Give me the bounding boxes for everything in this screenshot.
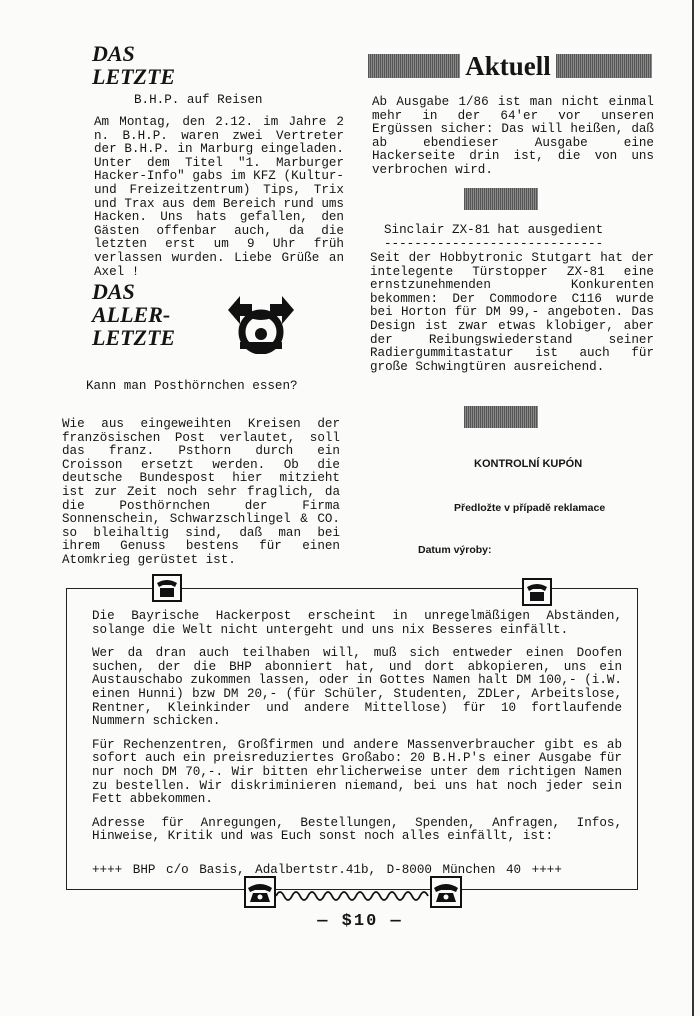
posthorn-question: Kann man Posthörnchen essen?	[86, 379, 298, 393]
heading-line: DAS	[92, 279, 135, 304]
banner-shade-right	[556, 54, 652, 78]
address-line: ++++ BHP c/o Basis, Adalbertstr.41b, D-8000 München 40 ++++	[92, 863, 562, 877]
telephone-icon	[522, 578, 552, 606]
kupon-title: KONTROLNÍ KUPÓN	[474, 458, 583, 470]
box-paragraph: Adresse für Anregungen, Bestellungen, Spenden, Anfragen, Infos, Hinweise, Kritik und was Euch sonst noch alles einfällt, ist:	[92, 815, 622, 844]
banner-shade-left	[368, 54, 460, 78]
aktuell-banner	[368, 50, 652, 82]
section-shade-block	[464, 406, 538, 428]
heading-line: LETZTE	[92, 64, 176, 89]
das-letzte-heading	[92, 42, 212, 88]
box-text	[92, 610, 622, 854]
article-subtitle: B.H.P. auf Reisen	[134, 93, 263, 107]
box-paragraph: Wer da dran auch teilhaben will, muß sich entweder einen Doofen suchen, der die BHP abonniert hat, und dort abkopieren, uns ein Austauschabo zukommen lassen, oder in Gottes Namen halt DM 100,- (i.W. einen Hunni) bzw DM 20,- (für Schüler, Studenten, ZDLer, Arbeitslose, Rentner, Kleinkinder und andere Mittellose) für 10 fortlaufende Nummern schicken.	[92, 646, 622, 729]
aktuell-title: Aktuell	[465, 51, 551, 81]
aktuell-text: Ab Ausgabe 1/86 ist man nicht einmal mehr in der 64'er vor unseren Ergüssen sicher: Das will heißen, daß ab ebendieser Ausgabe eine Hackerseite drin ist, die von uns verbrochen wird.	[372, 95, 654, 177]
sinclair-text: Seit der Hobbytronic Stutgart hat der intelegente Türstopper ZX-81 eine ernstzunehmenden Konkurenten bekommen: Der Commodore C116 wurde bei Horton für DM 99,- angeboten. Das Design ist zwar etwas klobiger, aber der Reibungswiederstand seiner Radiergummitastatur ist auch für große Schwingtüren ausreichend.	[370, 251, 654, 374]
article-posthorn: Wie aus eingeweihten Kreisen der französischen Post verlautet, soll das franz. Psthorn durch ein Croisson ersetzt werden. Ob die deutsche Bundespost hier mitzieht ist zur Zeit noch sehr fraglich, da die Posthörnchen der Firma Sonnenschein, Schwarzschlingel & CO. so bleihaltig sind, daß man bei ihrem Genuss bestens für einen Atomkrieg gerüstet ist.	[62, 417, 340, 567]
telephone-icon	[244, 876, 276, 908]
das-allerletzte-heading	[92, 280, 222, 349]
telephone-cord	[276, 884, 430, 906]
box-paragraph: Die Bayrische Hackerpost erscheint in unregelmäßigen Abständen, solange die Welt nicht untergeht und uns nix Besseres einfällt.	[92, 609, 622, 637]
telephone-icon	[430, 876, 462, 908]
section-shade-block	[464, 188, 538, 210]
heading-line: DAS	[92, 41, 135, 66]
heading-line: ALLER-	[92, 302, 171, 327]
kupon-line: Předložte v případě reklamace	[454, 502, 606, 514]
sinclair-underline: -----------------------------	[384, 237, 604, 251]
post-horn-icon	[222, 290, 300, 354]
box-paragraph: Für Rechenzentren, Großfirmen und andere Massenverbraucher gibt es ab sofort auch ein preisreduziertes Großabo: 20 B.H.P's einer Ausgabe für nur noch DM 70,-. Wir bitten ehrlicherweise unter dem richtigen Namen zu bestellen. Wir diskriminieren niemand, bei uns hat noch jeder sein Fett abbekommen.	[92, 737, 622, 807]
kupon-date: Datum výroby:	[418, 544, 492, 556]
page-edge	[692, 0, 694, 1016]
telephone-icon	[152, 574, 182, 602]
heading-line: LETZTE	[92, 325, 176, 350]
article-marburg: Am Montag, den 2.12. im Jahre 2 n. B.H.P. waren zwei Vertreter der B.H.P. in Marburg eingeladen. Unter dem Titel "1. Marburger Hacker-Info" gabs im KFZ (Kultur- und Freizeitzentrum) Tips, Trix und Trax aus dem Bereich rund ums Hacken. Uns hats gefallen, den Gästen offenbar auch, da die letzten erst um 9 Uhr früh verlassen wurden. Liebe Grüße an Axel !	[94, 115, 344, 279]
sinclair-title: Sinclair ZX-81 hat ausgedient	[384, 223, 604, 237]
page-number: — $10 —	[317, 912, 403, 931]
